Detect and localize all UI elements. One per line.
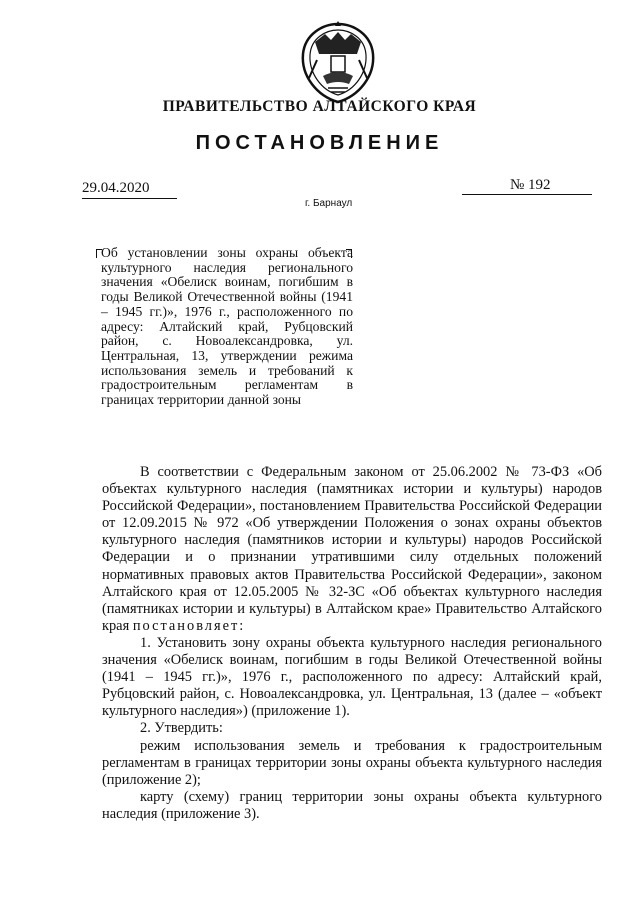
document-city: г. Барнаул <box>305 198 353 209</box>
item-2a: режим использования земель и требования к градостроительным регламентам в границах территории зоны охраны объекта культурного наследия (приложение 2); <box>102 737 602 788</box>
preamble-text: В соответствии с Федеральным законом от 25.06.2002 № 73-ФЗ «Об объектах культурного наследия (памятниках истории и культуры) народов Российской Федерации», постановлением Правительства Российской Федерации от 12.09.2015 № 972 «Об утверждении Положения о зонах охраны объектов культурного наследия (памятников истории и культуры) народов Российской Федерации и о признании утратившими силу отдельных положений нормативных правовых актов Правительства Российской Федерации», законом Алтайского края от 12.05.2005 № 32-ЗС «Об объектах культурного наследия (памятниках истории и культуры) в Алтайском крае» Правительство Алтайского края <box>102 464 602 634</box>
item-2b: карту (схему) границ территории зоны охраны объекта культурного наследия (приложение 3). <box>102 788 602 822</box>
document-number: № 192 <box>462 177 592 195</box>
document-subject: Об установлении зоны охраны объекта культурного наследия регионального значения «Обелиск воинам, погибшим в годы Великой Отечественной войны (1941 – 1945 гг.)», 1976 г., расположенного по адресу: Алтайский край, Рубцовский район, с. Новоалександровка, ул. Центральная, 13, утверждении режима использования земель и требований к градостроительным регламентам в границах территории данной зоны <box>101 245 353 408</box>
document-date: 29.04.2020 <box>82 180 177 199</box>
preamble-paragraph <box>102 464 602 635</box>
government-name: ПРАВИТЕЛЬСТВО АЛТАЙСКОГО КРАЯ <box>162 98 477 115</box>
coat-of-arms-icon <box>295 20 381 106</box>
document-type: ПОСТАНОВЛЕНИЕ <box>195 132 444 154</box>
document-body <box>102 464 602 823</box>
item-2: 2. Утвердить: <box>140 720 223 737</box>
resolves-word: постановляет: <box>132 617 246 634</box>
item-1: 1. Установить зону охраны объекта культурного наследия регионального значения «Обелиск воинам, погибшим в годы Великой Отечественной войны (1941 – 1945 гг.)», 1976 г., расположенного по адресу: Алтайский край, Рубцовский район, с. Новоалександровка, ул. Центральная, 13 (далее – «объект культурного наследия») (приложение 1). <box>102 634 602 720</box>
